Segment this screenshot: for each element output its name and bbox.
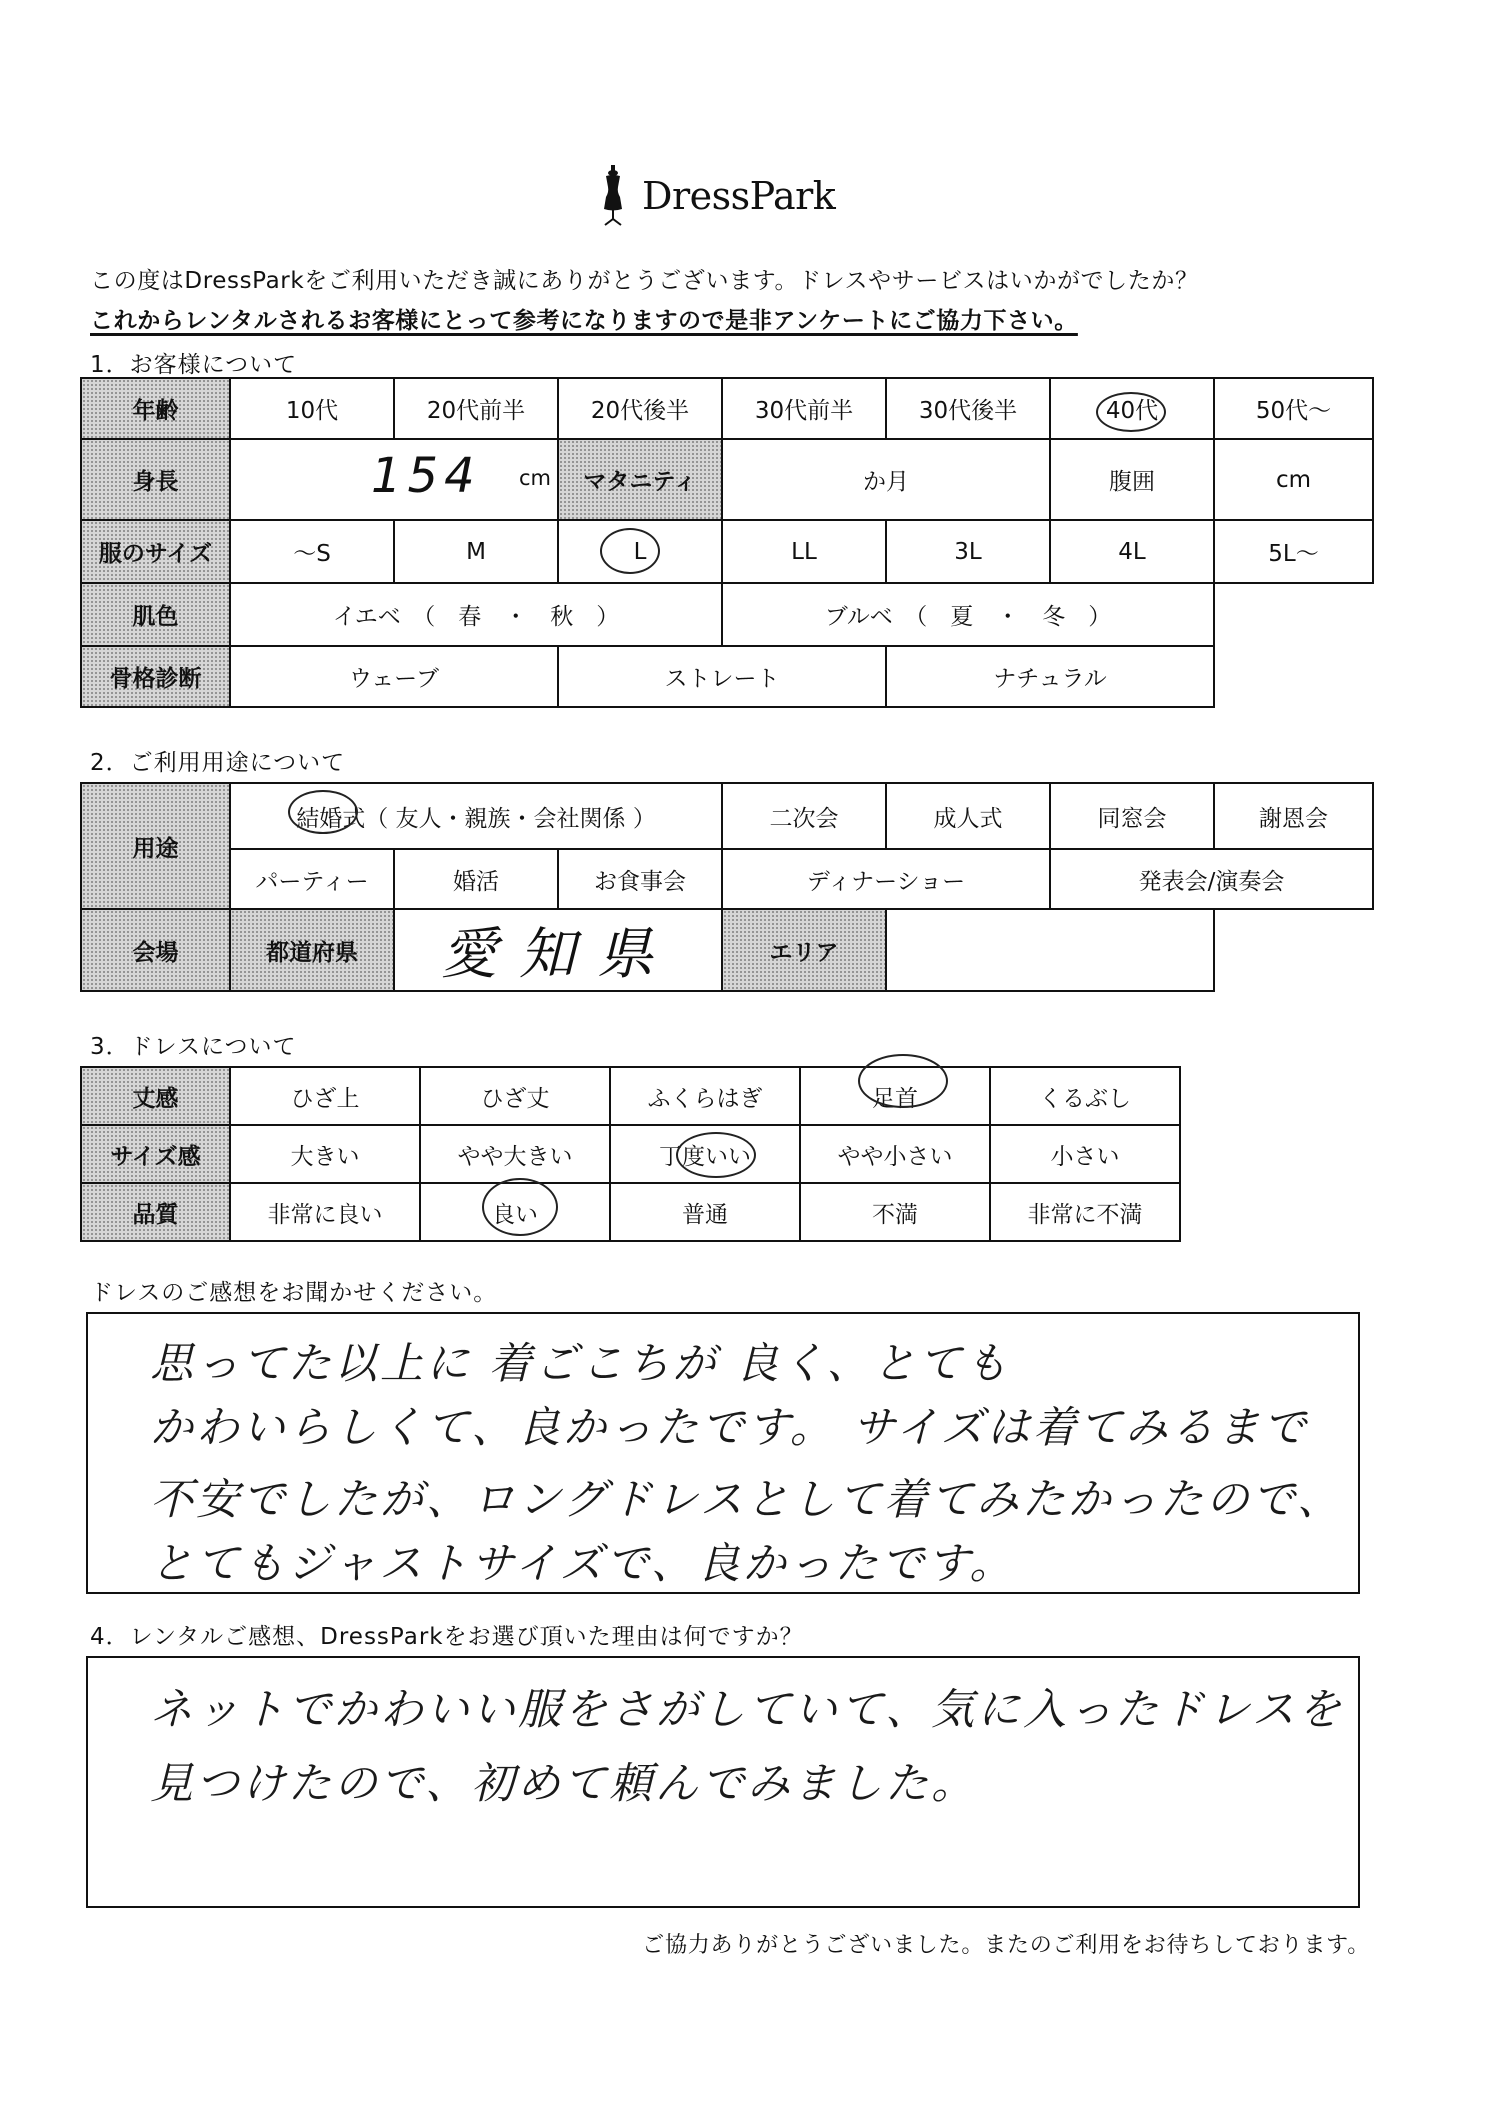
skeleton-option[interactable]: ストレート xyxy=(558,646,886,707)
pref-field[interactable] xyxy=(394,909,722,991)
usage-row-2 xyxy=(81,849,1373,909)
usage-option[interactable]: 謝恩会 xyxy=(1214,783,1373,849)
fit-option[interactable]: やや小さい xyxy=(800,1125,990,1183)
usage-row-1 xyxy=(81,783,1373,849)
fit-option[interactable]: 大きい xyxy=(230,1125,420,1183)
maternity-label: マタニティ xyxy=(558,439,722,520)
wedding-label: 結婚式 xyxy=(296,805,366,832)
quality-row xyxy=(81,1183,1180,1241)
usage-option[interactable]: お食事会 xyxy=(558,849,722,909)
fit-option[interactable]: 小さい xyxy=(990,1125,1180,1183)
age-option[interactable]: 50代～ xyxy=(1214,378,1373,439)
intro-line-1: この度はDressParkをご利用いただき誠にありがとうございます。ドレスやサービスはいかがでしたか？ xyxy=(90,268,1199,294)
size-option[interactable]: M xyxy=(394,520,558,583)
skeleton-label: 骨格診断 xyxy=(81,646,230,707)
waist-label: 腹囲 xyxy=(1050,439,1214,520)
section-1-title: 1．お客様について xyxy=(90,352,298,378)
usage-option[interactable]: 成人式 xyxy=(886,783,1050,849)
impression-line: とてもジャストサイズで、良かったです。 xyxy=(150,1539,1016,1589)
length-option[interactable]: ひざ上 xyxy=(230,1067,420,1125)
size-option-selected[interactable]: L xyxy=(558,520,722,583)
section-3-title: 3．ドレスについて xyxy=(90,1034,297,1060)
empty-cell xyxy=(1214,909,1373,991)
age-option[interactable]: 20代後半 xyxy=(558,378,722,439)
size-option[interactable]: ～S xyxy=(230,520,394,583)
length-label: 丈感 xyxy=(81,1067,230,1125)
size-option[interactable]: 5L～ xyxy=(1214,520,1373,583)
skin-option-blue[interactable]: ブルベ （ 夏 ・ 冬 ） xyxy=(722,583,1214,646)
empty-cell xyxy=(1214,646,1373,707)
age-label: 年齢 xyxy=(81,378,230,439)
fit-option-selected[interactable]: 丁度いい xyxy=(610,1125,800,1183)
quality-label: 品質 xyxy=(81,1183,230,1241)
maternity-field[interactable] xyxy=(722,439,1050,520)
quality-option[interactable]: 非常に良い xyxy=(230,1183,420,1241)
age-row xyxy=(81,378,1373,439)
impression-line: 不安でしたが、ロングドレスとして着てみたかったので、 xyxy=(150,1475,1343,1525)
maternity-unit: か月 xyxy=(863,469,909,495)
brand-logo xyxy=(596,165,835,227)
venue-row xyxy=(81,909,1373,991)
venue-label: 会場 xyxy=(81,909,230,991)
size-row xyxy=(81,520,1373,583)
length-option[interactable]: くるぶし xyxy=(990,1067,1180,1125)
age-option[interactable]: 20代前半 xyxy=(394,378,558,439)
fit-row xyxy=(81,1125,1180,1183)
intro-line-2: これからレンタルされるお客様にとって参考になりますので是非アンケートにご協力下さい。 xyxy=(90,308,1078,334)
fit-label: サイズ感 xyxy=(81,1125,230,1183)
usage-option[interactable]: 同窓会 xyxy=(1050,783,1214,849)
usage-option[interactable]: ディナーショー xyxy=(722,849,1050,909)
skin-label: 肌色 xyxy=(81,583,230,646)
fit-option[interactable]: やや大きい xyxy=(420,1125,610,1183)
length-option[interactable]: ひざ丈 xyxy=(420,1067,610,1125)
usage-label: 用途 xyxy=(81,783,230,909)
skeleton-option[interactable]: ウェーブ xyxy=(230,646,558,707)
height-row xyxy=(81,439,1373,520)
length-row xyxy=(81,1067,1180,1125)
height-unit: cm xyxy=(518,466,551,490)
footer-thanks: ご協力ありがとうございました。またのご利用をお待ちしております。 xyxy=(642,1933,1370,1958)
size-option[interactable]: LL xyxy=(722,520,886,583)
length-option-selected[interactable]: 足首 xyxy=(800,1067,990,1125)
age-option[interactable]: 30代前半 xyxy=(722,378,886,439)
skin-option-yellow[interactable]: イエベ （ 春 ・ 秋 ） xyxy=(230,583,722,646)
brand-name: DressPark xyxy=(642,174,836,218)
height-value: 154 xyxy=(371,448,481,504)
skeleton-row xyxy=(81,646,1373,707)
age-option-selected[interactable]: 40代 xyxy=(1050,378,1214,439)
quality-option[interactable]: 非常に不満 xyxy=(990,1183,1180,1241)
dress-form-icon xyxy=(596,165,630,227)
wedding-detail: （ 友人・親族・会社関係 ） xyxy=(365,805,656,832)
wedding-option[interactable] xyxy=(230,783,722,849)
reason-line: ネットでかわいい服をさがしていて、気に入ったドレスを xyxy=(150,1685,1344,1735)
impression-line: 思ってた以上に 着ごこちが 良く、とても xyxy=(150,1339,1011,1389)
section-4-title: 4．レンタルご感想、DressParkをお選び頂いた理由は何ですか？ xyxy=(90,1624,804,1650)
empty-cell xyxy=(1214,583,1373,646)
height-field[interactable] xyxy=(230,439,558,520)
size-label: 服のサイズ xyxy=(81,520,230,583)
waist-unit[interactable]: cm xyxy=(1214,439,1373,520)
area-field[interactable] xyxy=(886,909,1214,991)
usage-option[interactable]: 発表会/演奏会 xyxy=(1050,849,1373,909)
pref-value: 愛知県 xyxy=(441,922,676,987)
age-option[interactable]: 10代 xyxy=(230,378,394,439)
usage-table xyxy=(80,782,1374,992)
quality-option[interactable]: 普通 xyxy=(610,1183,800,1241)
age-option[interactable]: 30代後半 xyxy=(886,378,1050,439)
pref-label: 都道府県 xyxy=(230,909,394,991)
usage-option[interactable]: パーティー xyxy=(230,849,394,909)
section-2-title: 2．ご利用用途について xyxy=(90,750,346,776)
area-label: エリア xyxy=(722,909,886,991)
skeleton-option[interactable]: ナチュラル xyxy=(886,646,1214,707)
skin-row xyxy=(81,583,1373,646)
usage-option[interactable]: 婚活 xyxy=(394,849,558,909)
impression-prompt: ドレスのご感想をお聞かせください。 xyxy=(90,1280,498,1306)
quality-option[interactable]: 不満 xyxy=(800,1183,990,1241)
usage-option[interactable]: 二次会 xyxy=(722,783,886,849)
size-option[interactable]: 4L xyxy=(1050,520,1214,583)
quality-option-selected[interactable]: 良い xyxy=(420,1183,610,1241)
length-option[interactable]: ふくらはぎ xyxy=(610,1067,800,1125)
impression-line: かわいらしくて、良かったです。 サイズは着てみるまで xyxy=(150,1403,1309,1453)
size-option[interactable]: 3L xyxy=(886,520,1050,583)
height-label: 身長 xyxy=(81,439,230,520)
dress-table xyxy=(80,1066,1181,1242)
reason-line: 見つけたので、初めて頼んでみました。 xyxy=(150,1759,978,1809)
customer-table xyxy=(80,377,1374,708)
